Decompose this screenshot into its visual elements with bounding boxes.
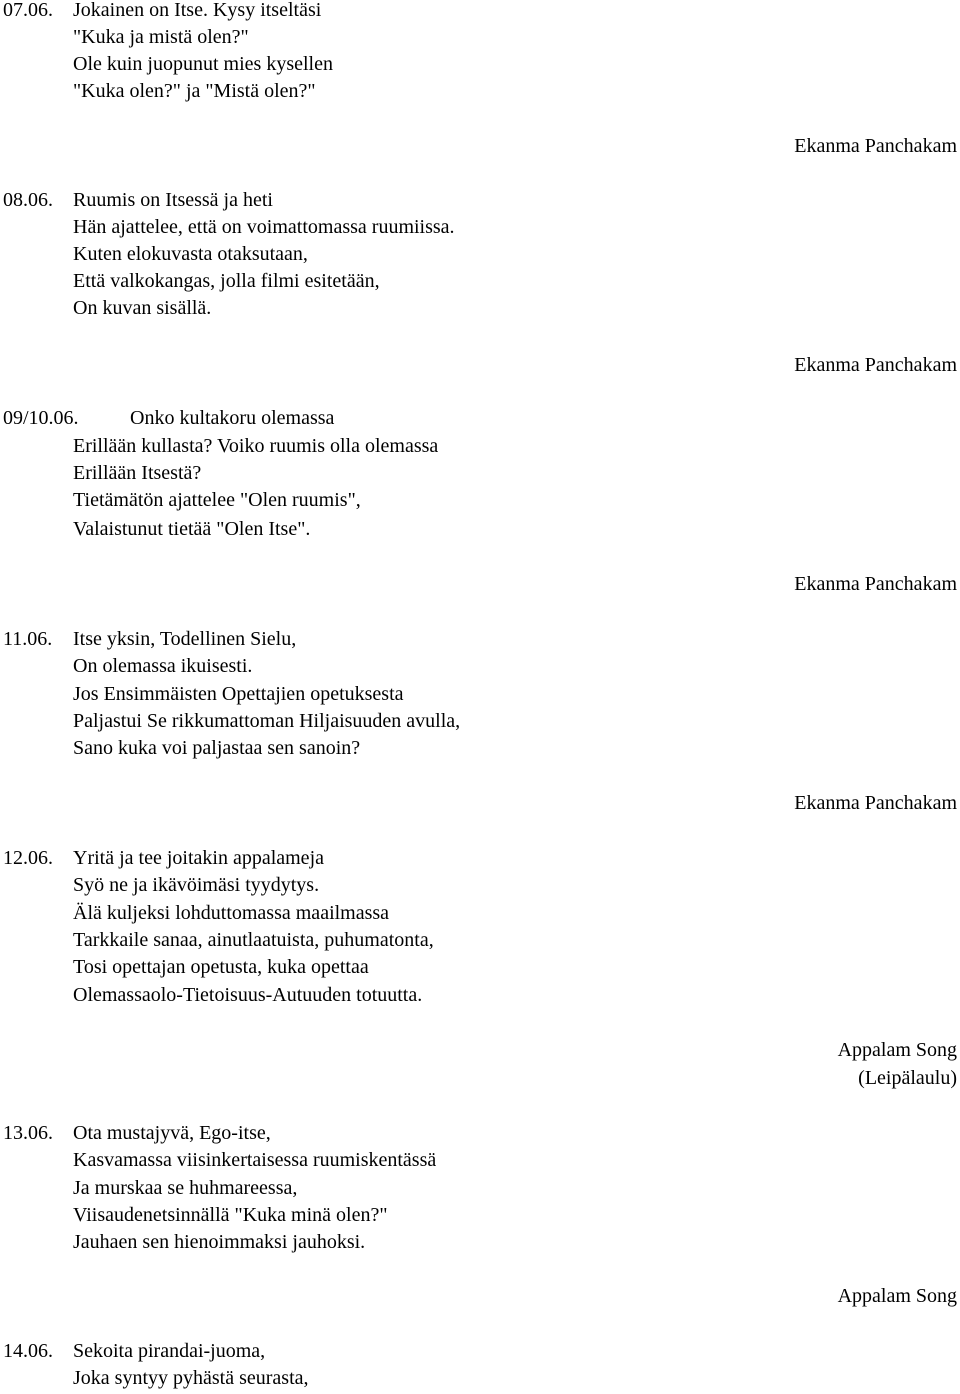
attribution: Appalam Song (837, 1039, 957, 1061)
entry-date: 08.06. (3, 189, 53, 211)
verse-line: On olemassa ikuisesti. (73, 655, 253, 677)
verse-line: Ota mustajyvä, Ego-itse, (73, 1122, 271, 1144)
verse-line: Hän ajattelee, että on voimattomassa ruumiissa. (73, 216, 455, 238)
verse-line: Että valkokangas, jolla filmi esitetään, (73, 270, 380, 292)
verse-line: Onko kultakoru olemassa (130, 407, 335, 429)
verse-line: Jauhaen sen hienoimmaksi jauhoksi. (73, 1231, 366, 1253)
verse-line: Ja murskaa se huhmareessa, (73, 1177, 298, 1199)
attribution: Appalam Song (837, 1285, 957, 1307)
entry-date: 12.06. (3, 847, 53, 869)
verse-line: Valaistunut tietää "Olen Itse". (73, 518, 311, 540)
verse-line: "Kuka ja mistä olen?" (73, 26, 249, 48)
verse-line: Jos Ensimmäisten Opettajien opetuksesta (73, 683, 404, 705)
entry-date: 13.06. (3, 1122, 53, 1144)
verse-line: Sekoita pirandai-juoma, (73, 1340, 266, 1362)
verse-line: Ruumis on Itsessä ja heti (73, 189, 273, 211)
entry-date: 11.06. (3, 628, 53, 650)
attribution: Ekanma Panchakam (794, 573, 957, 595)
verse-line: Yritä ja tee joitakin appalameja (73, 847, 324, 869)
entry-date: 14.06. (3, 1340, 53, 1362)
verse-line: Tarkkaile sanaa, ainutlaatuista, puhumatonta, (73, 929, 434, 951)
attribution: Ekanma Panchakam (794, 354, 957, 376)
entry-date: 07.06. (3, 0, 53, 21)
verse-line: Joka syntyy pyhästä seurasta, (73, 1367, 309, 1389)
verse-line: Paljastui Se rikkumattoman Hiljaisuuden avulla, (73, 710, 461, 732)
verse-line: On kuvan sisällä. (73, 297, 212, 319)
verse-line: Kuten elokuvasta otaksutaan, (73, 243, 308, 265)
verse-line: Tosi opettajan opetusta, kuka opettaa (73, 956, 369, 978)
verse-line: Erillään kullasta? Voiko ruumis olla olemassa (73, 435, 439, 457)
attribution: (Leipälaulu) (858, 1067, 957, 1089)
entry-date: 09/10.06. (3, 407, 79, 429)
verse-line: Syö ne ja ikävöimäsi tyydytys. (73, 874, 320, 896)
verse-line: Viisaudenetsinnällä "Kuka minä olen?" (73, 1204, 388, 1226)
verse-line: Itse yksin, Todellinen Sielu, (73, 628, 297, 650)
verse-line: Ole kuin juopunut mies kysellen (73, 53, 333, 75)
verse-line: Sano kuka voi paljastaa sen sanoin? (73, 737, 361, 759)
attribution: Ekanma Panchakam (794, 135, 957, 157)
verse-line: "Kuka olen?" ja "Mistä olen?" (73, 80, 316, 102)
verse-line: Erillään Itsestä? (73, 462, 202, 484)
verse-line: Älä kuljeksi lohduttomassa maailmassa (73, 902, 390, 924)
verse-line: Olemassaolo-Tietoisuus-Autuuden totuutta. (73, 984, 423, 1006)
verse-line: Jokainen on Itse. Kysy itseltäsi (73, 0, 322, 21)
verse-line: Kasvamassa viisinkertaisessa ruumiskentässä (73, 1149, 437, 1171)
verse-line: Tietämätön ajattelee "Olen ruumis", (73, 489, 361, 511)
attribution: Ekanma Panchakam (794, 792, 957, 814)
